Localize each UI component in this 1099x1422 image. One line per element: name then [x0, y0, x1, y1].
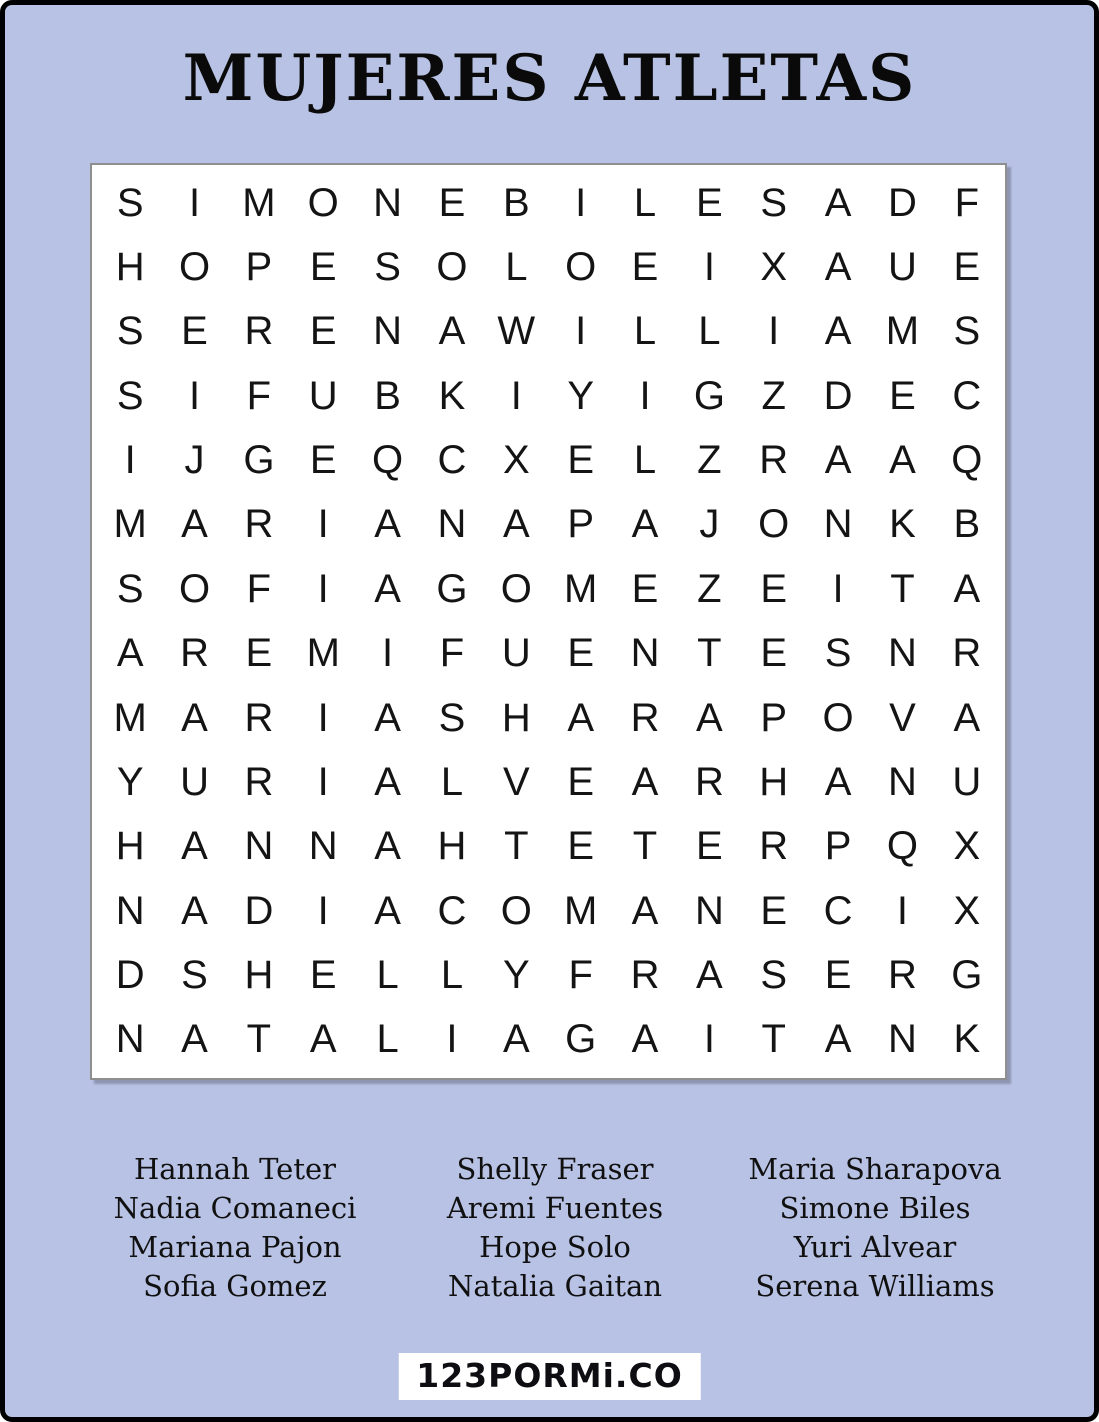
grid-cell: R — [630, 952, 660, 997]
grid-cell: M — [113, 695, 147, 740]
grid-cell: E — [309, 952, 337, 997]
grid-cell: S — [374, 245, 401, 290]
grid-cell: H — [759, 759, 789, 804]
grid-cell: I — [188, 373, 201, 418]
grid-cell: E — [567, 438, 594, 483]
grid-cell: T — [697, 631, 722, 676]
grid-cell: R — [244, 695, 274, 740]
word-list-item: Mariana Pajon — [128, 1230, 342, 1264]
grid-cell: A — [567, 695, 594, 740]
grid-cell: O — [436, 245, 468, 290]
grid-cell: E — [309, 438, 337, 483]
grid-cell: M — [242, 180, 276, 225]
grid-cell: G — [693, 373, 725, 418]
grid-cell: G — [243, 438, 275, 483]
grid-cell: U — [501, 631, 531, 676]
grid-cell: U — [180, 759, 209, 804]
grid-cell: A — [309, 1017, 337, 1062]
grid-cell: L — [633, 438, 657, 483]
brand-logo: 123PORMi.CO — [398, 1353, 701, 1400]
grid-cell: Q — [951, 438, 983, 483]
grid-cell: N — [437, 502, 467, 547]
grid-cell: A — [824, 309, 852, 354]
grid-cell: O — [758, 502, 790, 547]
grid-cell: A — [696, 695, 723, 740]
grid-cell: V — [502, 759, 530, 804]
grid-cell: A — [824, 438, 852, 483]
grid-cell: X — [953, 888, 981, 933]
word-list-item: Sofia Gomez — [143, 1269, 327, 1303]
word-list-column — [715, 1150, 1035, 1306]
grid-cell: I — [317, 502, 329, 547]
grid-cell: A — [953, 566, 981, 611]
grid-cell: L — [505, 245, 528, 290]
grid-cell: G — [565, 1017, 597, 1062]
grid-cell: Q — [372, 438, 404, 483]
grid-cell: W — [497, 309, 536, 354]
grid-cell: X — [953, 824, 981, 869]
grid-cell: E — [760, 888, 788, 933]
grid-cell: A — [181, 695, 208, 740]
grid-cell: S — [181, 952, 208, 997]
grid-cell: A — [631, 888, 659, 933]
grid-cell: E — [309, 245, 337, 290]
grid-cell: S — [438, 695, 466, 740]
grid-cell: N — [244, 824, 274, 869]
grid-cell: Z — [761, 373, 786, 418]
puzzle-title: MUJERES ATLETAS — [182, 41, 917, 116]
grid-cell: A — [631, 502, 659, 547]
grid-cell: E — [438, 180, 466, 225]
grid-cell: A — [889, 438, 916, 483]
grid-cell: J — [184, 438, 205, 483]
grid-cell: A — [374, 695, 401, 740]
grid-cell: E — [760, 631, 788, 676]
grid-cell: L — [376, 952, 399, 997]
grid-cell: A — [181, 1017, 208, 1062]
grid-cell: S — [116, 309, 144, 354]
grid-cell: O — [307, 180, 339, 225]
grid-cell: E — [696, 824, 723, 869]
grid-cell: H — [115, 245, 145, 290]
grid-cell: H — [437, 824, 467, 869]
grid-cell: F — [568, 952, 593, 997]
grid-cell: S — [116, 566, 144, 611]
word-list-item: Hope Solo — [479, 1230, 631, 1264]
word-list-item: Maria Sharapova — [748, 1152, 1002, 1186]
grid-cell: T — [890, 566, 915, 611]
grid-cell: L — [440, 952, 464, 997]
grid-cell: I — [639, 373, 651, 418]
grid-cell: A — [631, 1017, 659, 1062]
grid-cell: S — [116, 180, 144, 225]
grid-cell: I — [124, 438, 136, 483]
grid-cell: R — [759, 438, 789, 483]
grid-cell: E — [696, 180, 723, 225]
grid-cell: P — [824, 824, 852, 869]
grid-cell: I — [317, 695, 329, 740]
grid-cell: E — [567, 824, 594, 869]
grid-cell: O — [178, 245, 211, 290]
grid-cell: R — [244, 759, 274, 804]
grid-cell: O — [822, 695, 854, 740]
word-list-item: Natalia Gaitan — [447, 1269, 663, 1303]
grid-cell: E — [245, 631, 273, 676]
grid-cell: I — [317, 888, 329, 933]
grid-cell: C — [437, 438, 467, 483]
grid-cell: R — [244, 309, 274, 354]
word-list-item: Aremi Fuentes — [446, 1191, 664, 1225]
word-list-item: Hannah Teter — [133, 1152, 337, 1186]
word-list-item: Yuri Alvear — [793, 1230, 957, 1264]
grid-cell: A — [824, 180, 852, 225]
grid-cell: H — [115, 824, 145, 869]
grid-cell: L — [633, 309, 657, 354]
grid-cell: A — [631, 759, 659, 804]
grid-cell: C — [823, 888, 853, 933]
grid-cell: P — [567, 502, 594, 547]
grid-cell: M — [564, 566, 598, 611]
grid-cell: S — [824, 631, 852, 676]
grid-cell: B — [502, 180, 530, 225]
grid-cell: A — [374, 759, 401, 804]
grid-cell: C — [952, 373, 982, 418]
grid-cell: O — [178, 566, 211, 611]
grid-cell: N — [694, 888, 724, 933]
grid-cell: R — [888, 952, 917, 997]
grid-cell: R — [180, 631, 209, 676]
grid-cell: R — [244, 502, 274, 547]
grid-cell: O — [500, 888, 532, 933]
grid-cell: M — [564, 888, 598, 933]
grid-cell: A — [502, 1017, 530, 1062]
grid-cell: A — [696, 952, 723, 997]
grid-cell: A — [181, 888, 208, 933]
grid-cell: S — [953, 309, 981, 354]
grid-cell: R — [759, 824, 789, 869]
grid-cell: E — [181, 309, 208, 354]
grid-cell: F — [246, 566, 272, 611]
grid-cell: Y — [116, 759, 144, 804]
grid-cell: A — [824, 245, 852, 290]
grid-cell: I — [188, 180, 201, 225]
grid-cell: I — [382, 631, 394, 676]
grid-cell: I — [768, 309, 780, 354]
grid-cell: U — [308, 373, 338, 418]
grid-cell: E — [567, 759, 594, 804]
grid-cell: T — [504, 824, 529, 869]
word-list-column — [75, 1150, 395, 1306]
grid-cell: K — [953, 1017, 981, 1062]
grid-cell: F — [954, 180, 980, 225]
grid-cell: T — [632, 824, 658, 869]
grid-cell: Z — [697, 438, 722, 483]
grid-cell: I — [575, 180, 587, 225]
grid-cell: U — [888, 245, 917, 290]
grid-cell: I — [832, 566, 844, 611]
grid-cell: R — [630, 695, 660, 740]
grid-cell: E — [760, 566, 788, 611]
grid-cell: C — [437, 888, 467, 933]
grid-cell: L — [440, 759, 464, 804]
grid-cell: R — [694, 759, 724, 804]
grid-cell: E — [824, 952, 852, 997]
grid-cell: A — [502, 502, 530, 547]
grid-cell: E — [953, 245, 981, 290]
grid-cell: F — [439, 631, 465, 676]
grid-cell: Q — [886, 824, 919, 869]
grid-cell: X — [502, 438, 530, 483]
grid-cell: E — [567, 631, 594, 676]
grid-cell: T — [761, 1017, 786, 1062]
grid-cell: A — [181, 824, 208, 869]
grid-cell: H — [501, 695, 531, 740]
grid-cell: A — [374, 824, 401, 869]
word-list-item: Nadia Comaneci — [113, 1191, 357, 1225]
grid-cell: A — [374, 888, 401, 933]
grid-cell: A — [824, 1017, 852, 1062]
grid-cell: A — [116, 631, 144, 676]
grid-cell: P — [245, 245, 273, 290]
grid-cell: H — [244, 952, 274, 997]
grid-cell: P — [760, 695, 788, 740]
grid-cell: I — [317, 566, 329, 611]
grid-cell: O — [565, 245, 597, 290]
grid-cell: L — [633, 180, 657, 225]
grid-cell: A — [181, 502, 208, 547]
grid-cell: R — [952, 631, 982, 676]
grid-cell: N — [888, 1017, 917, 1062]
grid-cell: K — [889, 502, 916, 547]
grid-cell: F — [246, 373, 272, 418]
grid-cell: M — [306, 631, 340, 676]
grid-cell: E — [309, 309, 337, 354]
grid-cell: E — [631, 566, 659, 611]
grid-cell: I — [703, 245, 715, 290]
word-list-item: Simone Biles — [779, 1191, 971, 1225]
grid-cell: E — [631, 245, 659, 290]
grid-cell: N — [888, 759, 917, 804]
grid-cell: E — [889, 373, 916, 418]
grid-cell: I — [575, 309, 587, 354]
word-search-panel — [90, 163, 1007, 1080]
grid-cell: L — [376, 1017, 399, 1062]
grid-cell: G — [436, 566, 468, 611]
grid-cell: T — [246, 1017, 272, 1062]
grid-cell: O — [500, 566, 532, 611]
grid-cell: N — [630, 631, 660, 676]
grid-cell: Z — [697, 566, 722, 611]
grid-cell: A — [824, 759, 852, 804]
grid-cell: N — [888, 631, 917, 676]
word-list-column — [395, 1150, 715, 1306]
grid-cell: I — [896, 888, 909, 933]
grid-cell: N — [823, 502, 853, 547]
grid-cell: A — [374, 502, 401, 547]
grid-cell: K — [438, 373, 466, 418]
grid-cell: M — [885, 309, 920, 354]
grid-cell: N — [373, 180, 403, 225]
grid-cell: D — [823, 373, 853, 418]
grid-cell: I — [703, 1017, 715, 1062]
grid-cell: N — [115, 1017, 145, 1062]
grid-cell: S — [116, 373, 144, 418]
grid-cell: S — [760, 952, 788, 997]
grid-cell: N — [373, 309, 403, 354]
grid-cell: N — [115, 888, 145, 933]
grid-cell: D — [888, 180, 917, 225]
grid-cell: S — [760, 180, 788, 225]
word-list-item: Shelly Fraser — [456, 1152, 654, 1186]
grid-cell: A — [374, 566, 401, 611]
grid-cell: A — [438, 309, 466, 354]
grid-cell: I — [446, 1017, 458, 1062]
grid-cell: V — [889, 695, 916, 740]
grid-cell: A — [953, 695, 981, 740]
grid-cell: D — [244, 888, 274, 933]
grid-cell: I — [317, 759, 329, 804]
word-list — [75, 1150, 1035, 1306]
word-list-item: Serena Williams — [755, 1269, 995, 1303]
grid-cell: D — [115, 952, 145, 997]
grid-cell: N — [308, 824, 338, 869]
word-search-grid — [92, 165, 1005, 1078]
grid-cell: L — [698, 309, 721, 354]
grid-cell: Y — [502, 952, 530, 997]
grid-cell: G — [951, 952, 983, 997]
grid-cell: B — [374, 373, 401, 418]
grid-cell: J — [699, 502, 720, 547]
grid-cell: Y — [567, 373, 594, 418]
grid-cell: U — [952, 759, 982, 804]
grid-cell: M — [113, 502, 147, 547]
grid-cell: B — [953, 502, 981, 547]
grid-cell: X — [760, 245, 788, 290]
grid-cell: I — [510, 373, 522, 418]
